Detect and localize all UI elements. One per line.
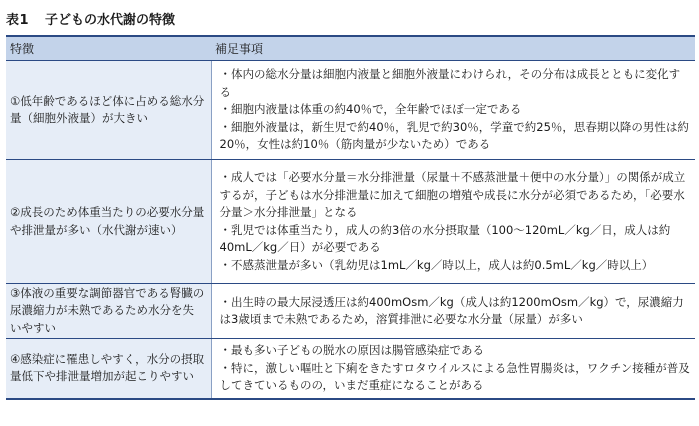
note-item: ・乳児では体重当たり，成人の約3倍の水分摂取量（100〜120mL／kg／日，成人は約40mL／kg／日）が必要である xyxy=(219,222,671,254)
note-item: ・成人では「必要水分量＝水分排泄量（尿量＋不感蒸泄量＋便中の水分量）」の関係が成立するが，子どもは水分排泄量に加えて細胞の増殖や成長に水分が必須であるため，「必要水分量＞水分排泄量」となる xyxy=(219,170,686,219)
feature-cell: ③体液の重要な調節器官である腎臓の尿濃縮力が未熟であるため水分を失いやすい xyxy=(6,284,211,339)
column-header-notes: 補足事項 xyxy=(211,36,695,61)
column-header-feature: 特徴 xyxy=(6,36,211,61)
notes-cell xyxy=(211,339,695,399)
table-row xyxy=(6,339,695,399)
table-header-row xyxy=(6,36,695,61)
feature-cell: ②成長のため体重当たりの必要水分量や排泄量が多い（水代謝が速い） xyxy=(6,160,211,284)
note-item: ・最も多い子どもの脱水の原因は腸管感染症である xyxy=(219,343,484,357)
table-row xyxy=(6,284,695,339)
table-number: 表1 xyxy=(6,12,30,28)
notes-cell xyxy=(211,61,695,160)
note-item: ・特に，激しい嘔吐と下痢をきたすロタウイルスによる急性胃腸炎は，ワクチン接種が普及してきているものの，いまだ重症になることがある xyxy=(219,360,690,392)
table-caption xyxy=(6,6,175,30)
table-row xyxy=(6,61,695,160)
note-item: ・不感蒸泄量が多い（乳幼児は1mL／kg／時以上，成人は約0.5mL／kg／時以上） xyxy=(219,257,654,272)
note-item: ・出生時の最大尿浸透圧は約400mOsm／kg（成人は約1200mOsm／kg）で，尿濃縮力は3歳頃まで未熟であるため，溶質排泄に必要な水分量（尿量）が多い xyxy=(219,294,684,326)
feature-cell: ①低年齢であるほど体に占める総水分量（細胞外液量）が大きい xyxy=(6,61,211,160)
notes-cell xyxy=(211,160,695,284)
note-item: ・細胞外液量は，新生児で約40％，乳児で約30％，学童で約25％，思春期以降の男性は約20％，女性は約10％（筋肉量が少ないため）である xyxy=(219,119,689,152)
note-item: ・体内の総水分量は細胞内液量と細胞外液量にわけられ，その分布は成長とともに変化する xyxy=(219,67,681,99)
table-row xyxy=(6,160,695,284)
notes-cell xyxy=(211,284,695,339)
note-item: ・細胞内液量は体重の約40％で，全年齢でほぼ一定である xyxy=(219,102,522,117)
table-title: 子どもの水代謝の特徴 xyxy=(45,12,176,28)
feature-cell: ④感染症に罹患しやすく，水分の摂取量低下や排泄量増加が起こりやすい xyxy=(6,339,211,399)
features-table xyxy=(6,35,695,400)
